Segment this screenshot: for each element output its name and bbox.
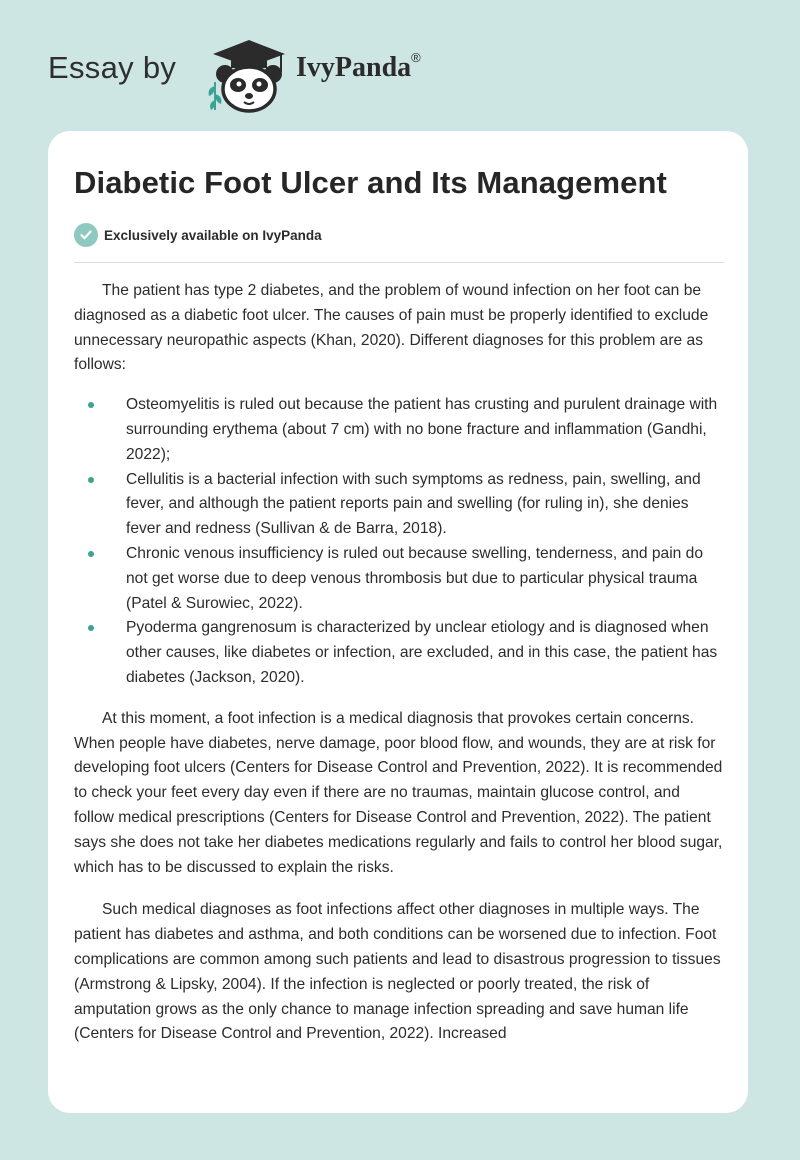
brand-name: IvyPanda: [296, 52, 412, 83]
diagnosis-list: [74, 393, 724, 691]
list-item: [74, 468, 724, 542]
site-header: [48, 34, 748, 114]
bullet-icon: [88, 402, 94, 408]
bullet-icon: [88, 477, 94, 483]
ivypanda-brand[interactable]: [296, 49, 421, 84]
essay-card: [48, 131, 748, 1113]
list-item-text: Chronic venous insufficiency is ruled out because swelling, tenderness, and pain do not get worse due to deep venous thrombosis but due to particular physical trauma (Patel & Surowiec, 2022).: [126, 544, 704, 612]
bullet-icon: [88, 551, 94, 557]
essay-body: [74, 279, 724, 1065]
exclusive-badge-text: Exclusively available on IvyPanda: [104, 227, 322, 243]
exclusive-badge: [74, 222, 322, 248]
divider: [74, 262, 724, 263]
checkmark-icon: [74, 223, 98, 247]
registered-mark: ®: [411, 49, 421, 65]
list-item: [74, 542, 724, 616]
essay-by-label: Essay by: [48, 50, 177, 85]
list-item: [74, 393, 724, 467]
list-item-text: Osteomyelitis is ruled out because the patient has crusting and purulent drainage with surrounding erythema (about 7 cm) with no bone fracture and inflammation (Gandhi, 2022);: [126, 396, 718, 463]
essay-title: Diabetic Foot Ulcer and Its Management: [74, 165, 667, 200]
paragraph: At this moment, a foot infection is a medical diagnosis that provokes certain concerns. When people have diabetes, nerve damage, poor blood flow, and wounds, they are at risk for developing foot ulcers (Centers for Disease Control and Prevention, 2022). It is recommended to check your feet every day even if there are no traumas, maintain glucose control, and follow medical prescriptions (Centers for Disease Control and Prevention, 2022). The patient says she does not take her diabetes medications regularly and fails to control her blood sugar, which has to be discussed to explain the risks.: [74, 709, 723, 876]
list-item-text: Pyoderma gangrenosum is characterized by unclear etiology and is diagnosed when other causes, like diabetes or infection, are excluded, and in this case, the patient has diabetes (Jackson, 2020).: [126, 619, 718, 686]
ivypanda-logo-icon[interactable]: [201, 34, 291, 114]
list-item: [74, 616, 724, 690]
bullet-icon: [88, 625, 94, 631]
paragraph: Such medical diagnoses as foot infections affect other diagnoses in multiple ways. The patient has diabetes and asthma, and both conditions can be worsened due to infection. Foot complications are common among such patients and lead to disastrous progression to tissues (Armstrong & Lipsky, 2004). If the infection is neglected or poorly treated, the risk of amputation grows as the only chance to manage infection spreading and save human life (Centers for Disease Control and Prevention, 2022). Increased: [74, 901, 721, 1043]
paragraph: The patient has type 2 diabetes, and the problem of wound infection on her foot can be diagnosed as a diabetic foot ulcer. The causes of pain must be properly identified to exclude unnecessary neuropathic aspects (Khan, 2020). Different diagnoses for this problem are as follows:: [74, 282, 709, 374]
list-item-text: Cellulitis is a bacterial infection with such symptoms as redness, pain, swelling, and fever, and although the patient reports pain and swelling (for ruling in), she denies fever and redness (Sullivan & de Barra, 2018).: [126, 470, 701, 538]
